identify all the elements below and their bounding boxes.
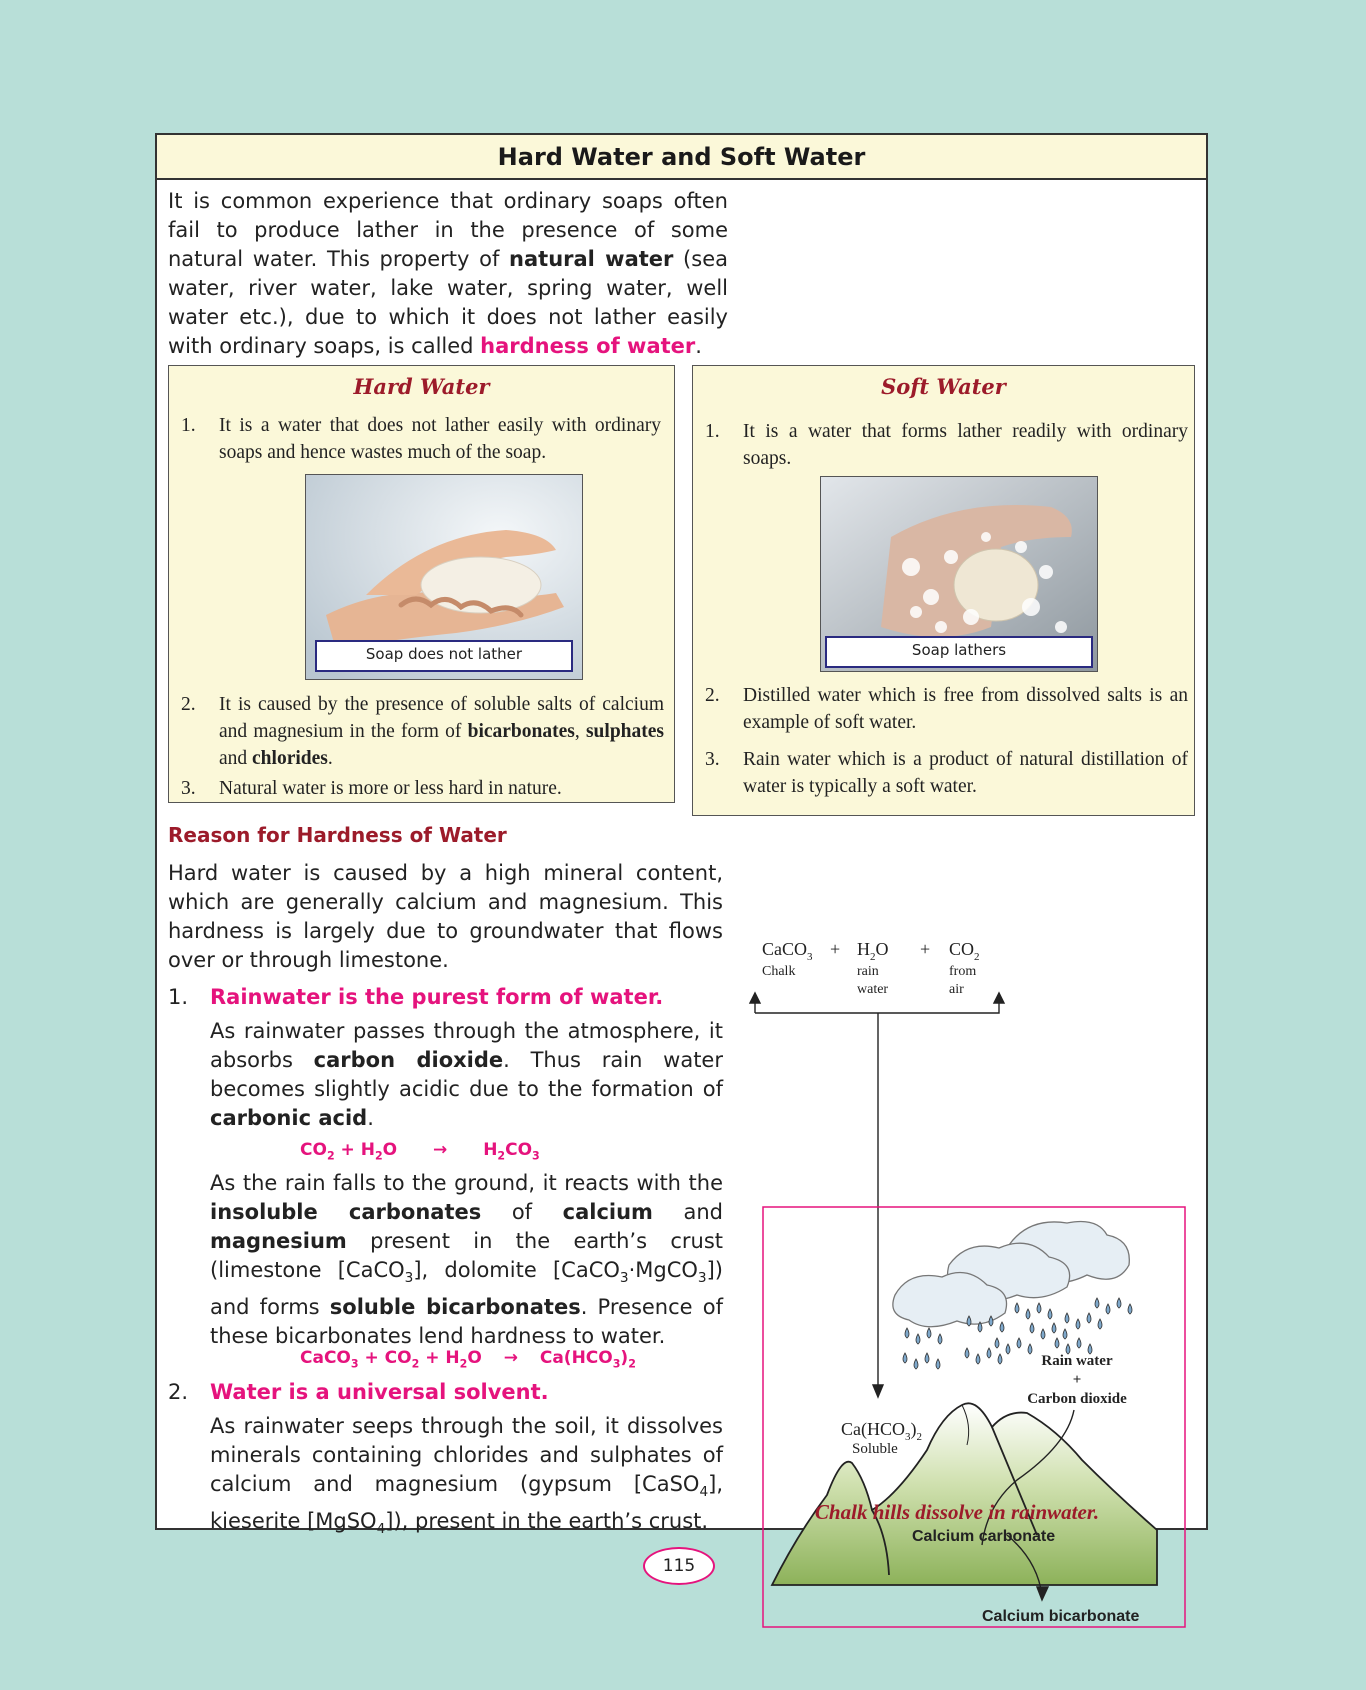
- carbon-dioxide-label: Carbon dioxide: [1027, 1391, 1127, 1407]
- rain-drop: [1028, 1344, 1032, 1354]
- rain-drop: [1117, 1298, 1121, 1308]
- chalk-label: Chalk: [762, 964, 796, 979]
- rain-drop: [1128, 1304, 1132, 1314]
- reason-heading: Reason for Hardness of Water: [168, 823, 507, 847]
- rain-drop: [1000, 1322, 1004, 1332]
- rain-drop: [1095, 1298, 1099, 1308]
- soluble-label: Soluble: [852, 1441, 898, 1457]
- rain-drop: [936, 1359, 940, 1369]
- hard-item-3: 3. Natural water is more or less hard in nature.: [181, 778, 562, 799]
- rain-drop: [998, 1354, 1002, 1364]
- rain-drop: [1063, 1329, 1067, 1339]
- bicarbonate-formula: $Ca(HCO_3)_2$: [841, 1419, 922, 1443]
- rain-drop: [1048, 1309, 1052, 1319]
- reaction-arrows: [750, 993, 1004, 1397]
- equation-bicarbonate: CaCO$_3$ + $CO_2 + H_2O \to Ca(HCO_3)_2$: [300, 1348, 636, 1371]
- rain-drop: [987, 1348, 991, 1358]
- point-2-heading: 2. Water is a universal solvent.: [168, 1380, 549, 1404]
- soft-water-title: Soft Water: [881, 374, 1006, 399]
- rain-drop: [1065, 1313, 1069, 1323]
- rain-drop: [927, 1328, 931, 1338]
- calcium-bicarbonate-label: Calcium bicarbonate: [982, 1608, 1140, 1625]
- chalk-hills: [772, 1403, 1157, 1585]
- rain-drop: [1052, 1323, 1056, 1333]
- hard-water-title: Hard Water: [353, 374, 490, 399]
- rain-drop: [1030, 1323, 1034, 1333]
- rain-drop: [1098, 1319, 1102, 1329]
- hard-water-box: [168, 365, 675, 803]
- rain-drop: [905, 1328, 909, 1338]
- point-2-paragraph: As rainwater seeps through the soil, it dissolves minerals containing chlorides and sulphates of calcium and magnesium (gypsum [CaSO$_4$], kieserite [MgSO$_4$]), present in the earth’s crust.: [210, 1414, 723, 1538]
- point-1-paragraph: As rainwater passes through the atmosphere, it absorbs carbon dioxide. Thus rain water becomes slightly acidic due to the formation of carbonic acid.: [210, 1019, 723, 1130]
- intro-paragraph: It is common experience that ordinary soaps often fail to produce lather in the presence of some natural water. This property of natural water (sea water, river water, lake water, spring water, well water etc.), due to which it does not lather easily with ordinary soaps, is called hardness of water.: [168, 189, 728, 358]
- caco3-formula: CaCO$_3$: [762, 939, 813, 963]
- rain-water-label: Rain water: [1041, 1353, 1113, 1369]
- soft-water-box: [692, 365, 1195, 816]
- equation-carbonic-acid: $CO_2 + H_2O \to H_2CO_3$: [300, 1140, 540, 1163]
- rain-drop: [938, 1334, 942, 1344]
- rain-drop: [965, 1348, 969, 1358]
- rain-drop: [903, 1353, 907, 1363]
- from-label: from: [949, 964, 977, 979]
- rain-drop: [1087, 1313, 1091, 1323]
- soft-photo-caption: Soap lathers: [825, 636, 1093, 668]
- rain-drop: [1077, 1338, 1081, 1348]
- page-title: Hard Water and Soft Water: [157, 135, 1206, 180]
- rain-drop: [1076, 1319, 1080, 1329]
- point-1-paragraph-2: As the rain falls to the ground, it reacts with the insoluble carbonates of calcium and magnesium present in the earth’s crust (limestone [CaCO$_3$], dolomite [CaCO$_3$·MgCO$_3$]) and forms soluble bicarbonates. Presence of these bicarbonates lend hardness to water.: [210, 1171, 723, 1349]
- air-label: air: [949, 982, 964, 997]
- rain-drop: [1017, 1338, 1021, 1348]
- hard-item-2: 2. It is caused by the presence of soluble salts of calcium and magnesium in the form of bicarbonates, sulphates and chlorides.: [181, 694, 664, 769]
- rain-drop: [976, 1354, 980, 1364]
- water-label: water: [857, 982, 889, 997]
- soft-item-3: 3. Rain water which is a product of natural distillation of water is typically a soft water.: [705, 749, 1188, 797]
- plus-sign-1: +: [830, 939, 841, 959]
- rain-drop: [1041, 1329, 1045, 1339]
- rain-drop: [914, 1359, 918, 1369]
- co2-formula: $CO_2$: [949, 939, 980, 963]
- clouds: [893, 1222, 1129, 1327]
- hard-photo-caption: Soap does not lather: [315, 640, 573, 672]
- rain-label: rain: [857, 964, 879, 979]
- rain-drop: [1055, 1338, 1059, 1348]
- diagram-caption: Chalk hills dissolve in rainwater.: [814, 1500, 1100, 1524]
- hard-item-1: 1. It is a water that does not lather easily with ordinary soaps and hence wastes much of the soap.: [181, 415, 661, 463]
- plus-sign-2: +: [920, 939, 931, 959]
- rain-drop: [995, 1338, 999, 1348]
- rain-drop: [1026, 1309, 1030, 1319]
- rain-drop: [925, 1353, 929, 1363]
- h2o-formula: $H_2O$: [857, 939, 889, 963]
- point-1-heading: 1. Rainwater is the purest form of water.: [168, 985, 664, 1009]
- rain-drop: [1037, 1303, 1041, 1313]
- rain-drop: [916, 1334, 920, 1344]
- rain-plus-label: +: [1072, 1372, 1082, 1388]
- soft-item-1: 1. It is a water that forms lather readily with ordinary soaps.: [705, 421, 1188, 469]
- page-number: 115: [643, 1547, 715, 1585]
- rain-drop: [1015, 1303, 1019, 1313]
- rain-drop: [1006, 1344, 1010, 1354]
- rain-drop: [1106, 1304, 1110, 1314]
- calcium-carbonate-label: Calcium carbonate: [912, 1528, 1056, 1545]
- soft-item-2: 2. Distilled water which is free from dissolved salts is an example of soft water.: [705, 685, 1188, 733]
- reason-paragraph: Hard water is caused by a high mineral content, which are generally calcium and magnesium. This hardness is largely due to groundwater that flows over or through limestone.: [168, 861, 723, 972]
